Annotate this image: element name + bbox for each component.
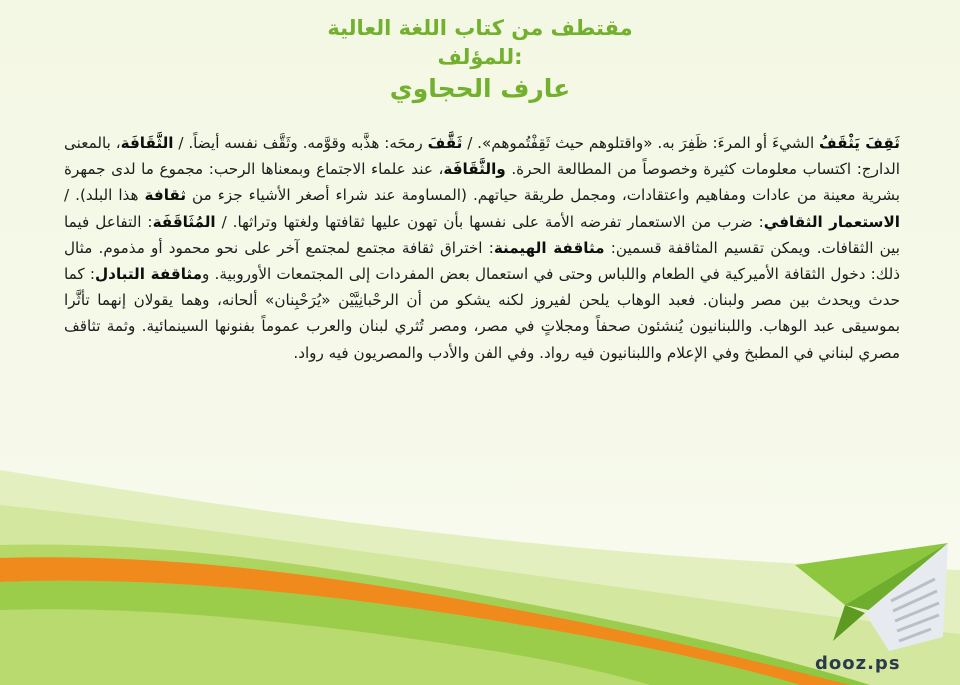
article-paragraph	[64, 130, 900, 366]
text-segment: : اختراق ثقافة مجتمع لمجتمع آخر على نحو محمود أو مذموم. مثال ذلك: دخول الثقافة الأميركية في الطعام واللباس وحتى في استعمال بعض المفردات إلى المجتمعات الأوروبية. و	[64, 238, 900, 284]
term-highlight: مثاقفة التبادل	[94, 265, 203, 284]
text-segment: رمحَه: هذَّبه وقوَّمه. وثَقَّف نفسه أيضاً. /	[173, 134, 428, 152]
text-segment: هذا البلد). /	[64, 186, 145, 205]
author-name: عارف الحجاوي	[389, 74, 571, 103]
text-segment: : كما حدث ويحدث بين مصر ولبنان. فعبد الوهاب يلحن لفيروز لكنه يشكو من أن الرحْبانِيَّيْن «يُرَحْبِنان» ألحانه، وهما يقولان إنهما تأثَّرا بموسيقى عبد الوهاب. واللبنانيون يُنشئون صحفاً ومجلاتٍ في مصر، ومصر تُثري لبنان والعرب عموماً بفنونها السينمائية. وثمة تثاقف مصري لبناني في المطبخ وفي الإعلام واللبنانيون فيه رواد. وفي الفن والأدب والمصريون فيه رواد.	[64, 265, 900, 362]
term-highlight: المُثَاقَفَة	[152, 212, 216, 231]
term-highlight: الاستعمار الثقافي	[763, 212, 901, 231]
text-segment: ، عند علماء الاجتماع وبمعناها الرحب: مجموع ما لدى جمهرة بشرية معينة من عادات ومفاهيم واعتقادات، ومجمل طريقة حياتهم. (المساومة عند شراء أصغر الأشياء جزء من	[64, 160, 901, 205]
term-highlight: والثَّقَافَة	[443, 160, 506, 179]
text-segment: : التفاعل فيما بين الثقافات. ويمكن تقسيم المثاقفة قسمين:	[64, 212, 900, 257]
term-highlight: ثَقِفَ يَثْقَفُ	[819, 134, 901, 152]
text-segment: ، بالمعنى الدارج: اكتساب معلومات كثيرة وخصوصاً من المطالعة الحرة.	[64, 134, 900, 179]
site-brand[interactable]: dooz.ps	[815, 653, 901, 674]
text-segment: الشيءَ أو المرءَ: ظَفِرَ به. «واقتلوهم حيث ثَقِفْتُموهم». /	[462, 134, 820, 152]
author-label: للمؤلف:	[437, 45, 523, 69]
text-segment: : ضرب من الاستعمار تفرضه الأمة على نفسها بأن تهون عليها ثقافتها ولغتها وتراثها. /	[215, 212, 764, 231]
term-highlight: ثَقَّفَ	[427, 134, 463, 152]
term-highlight: ثقافة	[144, 186, 187, 205]
book-excerpt-title: مقتطف من كتاب اللغة العالية	[327, 16, 633, 40]
term-highlight: مثاقفة الهيمنة	[493, 238, 605, 257]
page-header	[0, 14, 960, 106]
paper-plane-icon	[793, 541, 953, 659]
article-body	[64, 130, 900, 366]
term-highlight: الثَّقَافَة	[120, 134, 174, 152]
